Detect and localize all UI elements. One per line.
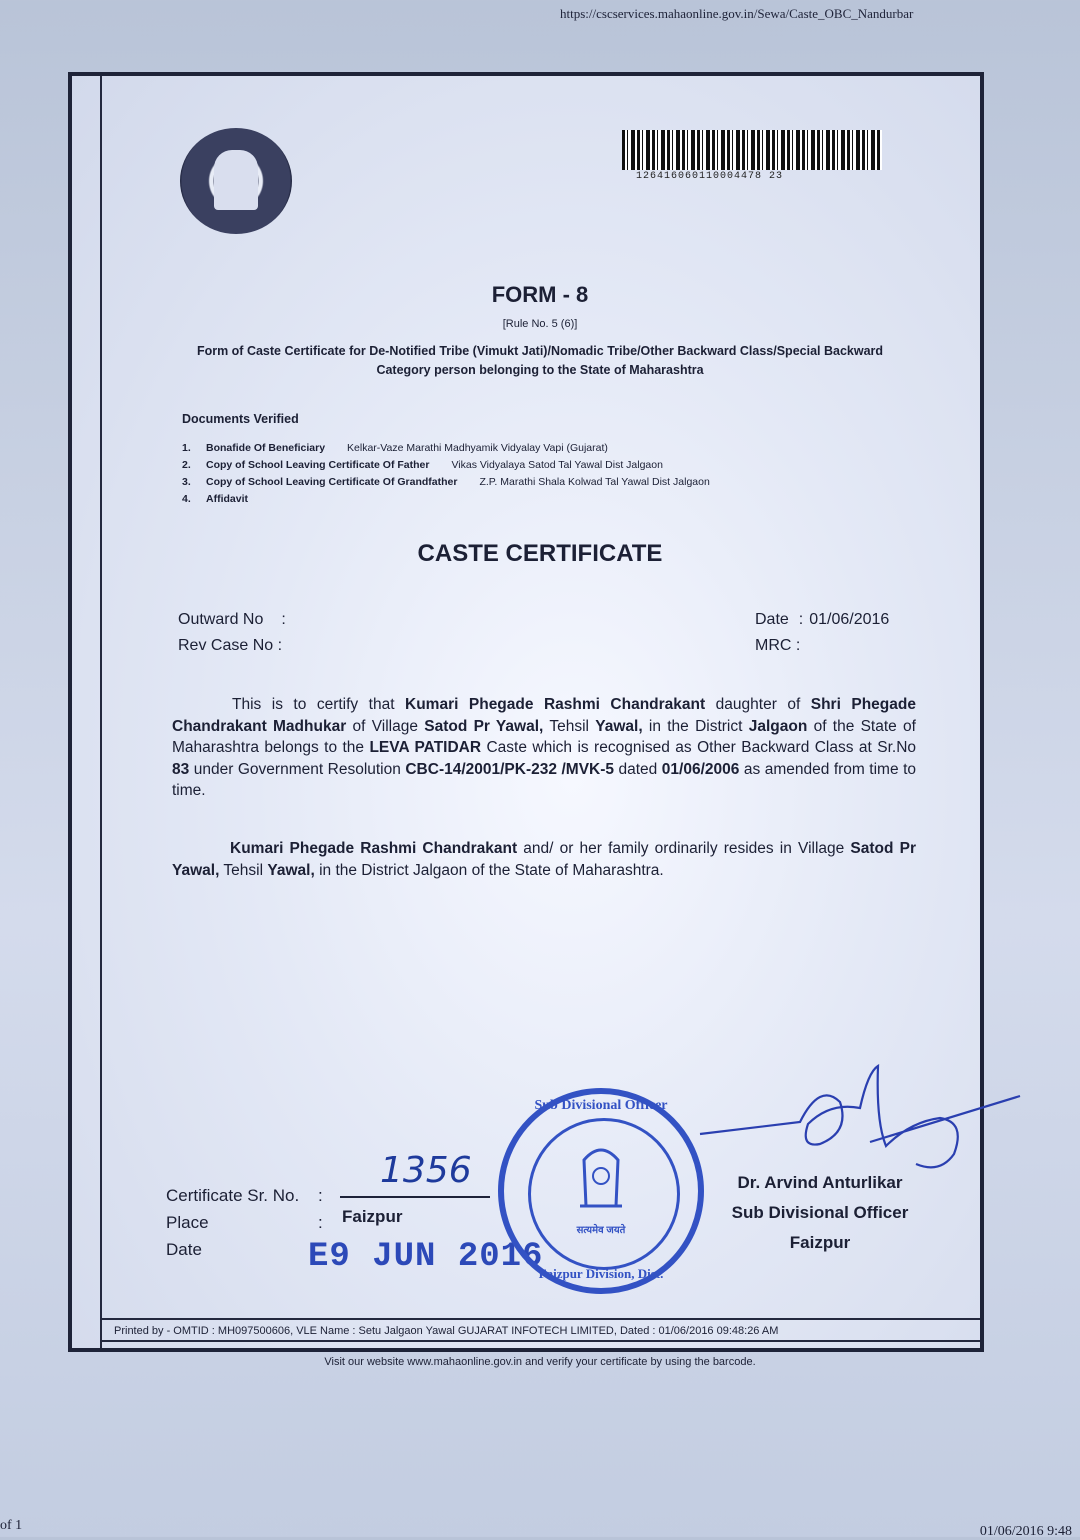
applicant-name: Kumari Phegade Rashmi Chandrakant (405, 696, 706, 713)
certificate-title: CASTE CERTIFICATE (417, 540, 663, 567)
form-title: FORM - 8 (491, 282, 589, 307)
date-label: Date (166, 1240, 202, 1259)
rule-reference: [Rule No. 5 (6)] (502, 318, 578, 330)
officer-place: Faizpur (789, 1233, 851, 1252)
father-name: Shri Phegade Chandrakant Madhukar (172, 696, 916, 735)
place-label: Place (166, 1213, 209, 1232)
sr-no-underline (340, 1196, 490, 1198)
applicant-name: Kumari Phegade Rashmi Chandrakant (230, 840, 518, 857)
document-label: Affidavit (206, 493, 248, 505)
seal-bottom-text: Faizpur Division, Dist. (538, 1266, 664, 1281)
residence-paragraph (172, 838, 916, 881)
certification-paragraph (172, 694, 916, 802)
barcode-number: 126416060110004478 23 (636, 171, 784, 182)
form-description: Form of Caste Certificate for De-Notified Tribe (Vimukt Jati)/Nomadic Tribe/Other Backward Class/Special Backward Category person belonging to the State of Maharashtra (196, 344, 884, 377)
text: Tehsil (543, 717, 596, 735)
tehsil: Yawal, (595, 717, 643, 735)
officer-designation: Sub Divisional Officer (731, 1203, 909, 1222)
resolution-number: CBC-14/2001/PK-232 /MVK-5 (405, 760, 615, 778)
document-label: Copy of School Leaving Certificate Of Father (206, 459, 430, 471)
officer-block (720, 1168, 920, 1258)
text: in the District (642, 717, 749, 735)
text: under Government Resolution (189, 760, 406, 778)
text: as amended from time to time. (172, 760, 916, 799)
document-num: 3. (182, 476, 191, 488)
document-item (182, 457, 710, 474)
document-value: Vikas Vidyalaya Satod Tal Yawal Dist Jalgaon (451, 459, 663, 471)
printed-by-bar: Printed by - OMTID : MH097500606, VLE Name : Setu Jalgaon Yawal GUJARAT INFOTECH LIMITED, Dated : 01/06/2016 09:48:26 AM (100, 1318, 980, 1342)
resolution-date: 01/06/2006 (661, 760, 740, 778)
text: of the State of Maharashtra belongs to the (172, 717, 916, 756)
reference-block (178, 607, 286, 659)
sr-no-label: Certificate Sr. No. (166, 1186, 300, 1205)
ashoka-emblem-icon (498, 1088, 704, 1294)
caste-sr-no: 83 (172, 760, 190, 778)
print-datetime: 01/06/2016 9:48 (979, 1524, 1072, 1539)
village: Satod Pr Yawal, (172, 840, 916, 879)
caste-name: LEVA PATIDAR (369, 739, 482, 756)
text: This is to certify that (232, 696, 405, 713)
officer-seal (498, 1088, 704, 1294)
date-stamp: E9 JUN 2016 (308, 1238, 544, 1276)
issue-date (755, 607, 889, 633)
mrc: MRC : (755, 637, 801, 654)
emblem-center (214, 150, 258, 210)
documents-list (182, 440, 710, 508)
seal-motto: सत्यमेव जयते (576, 1225, 626, 1236)
date-block (755, 607, 889, 659)
document-value: Kelkar-Vaze Marathi Madhyamik Vidyalay Vapi (Gujarat) (347, 442, 608, 454)
officer-name: Dr. Arvind Anturlikar (737, 1173, 903, 1192)
place-value: Faizpur (342, 1207, 403, 1226)
text: dated (614, 760, 662, 778)
text: Tehsil (219, 861, 268, 879)
date-value: 01/06/2016 (809, 611, 890, 628)
document-num: 1. (182, 442, 191, 454)
outward-no (178, 607, 286, 633)
document-value: Z.P. Marathi Shala Kolwad Tal Yawal Dist Jalgaon (479, 476, 710, 488)
date-colon: : (798, 611, 804, 628)
document-num: 2. (182, 459, 191, 471)
district: Jalgaon (748, 717, 808, 735)
document-label: Copy of School Leaving Certificate Of Grandfather (206, 476, 458, 488)
barcode (622, 130, 882, 170)
document-item (182, 491, 710, 508)
issue-colons: : : (318, 1186, 323, 1232)
village: Satod Pr Yawal, (424, 717, 544, 735)
document-item (182, 440, 710, 457)
date-label: Date (755, 611, 789, 628)
outward-label: Outward No (178, 611, 264, 628)
document-num: 4. (182, 493, 191, 505)
seal-top-text: Sub Divisional Officer (534, 1098, 668, 1113)
text: in the District Jalgaon of the State of Maharashtra. (314, 861, 664, 879)
text: daughter of (705, 696, 811, 713)
outward-colon: : (281, 611, 286, 628)
verification-note: Visit our website www.mahaonline.gov.in and verify your certificate by using the barcode. (324, 1356, 756, 1368)
page-count: of 1 (0, 1518, 23, 1533)
text: and/ or her family ordinarily resides in Village (517, 840, 851, 857)
documents-heading: Documents Verified (182, 412, 299, 426)
issue-labels (166, 1182, 299, 1263)
text: Caste which is recognised as Other Backward Class at Sr.No (481, 739, 917, 756)
rev-case-no: Rev Case No : (178, 637, 283, 654)
document-label: Bonafide Of Beneficiary (206, 442, 326, 454)
page-url-header: https://cscservices.mahaonline.gov.in/Sewa/Caste_OBC_Nandurbar (560, 6, 914, 21)
handwritten-sr-no: 1356 (380, 1150, 472, 1191)
text: of Village (346, 717, 425, 735)
document-item (182, 474, 710, 491)
tehsil: Yawal, (267, 861, 315, 879)
